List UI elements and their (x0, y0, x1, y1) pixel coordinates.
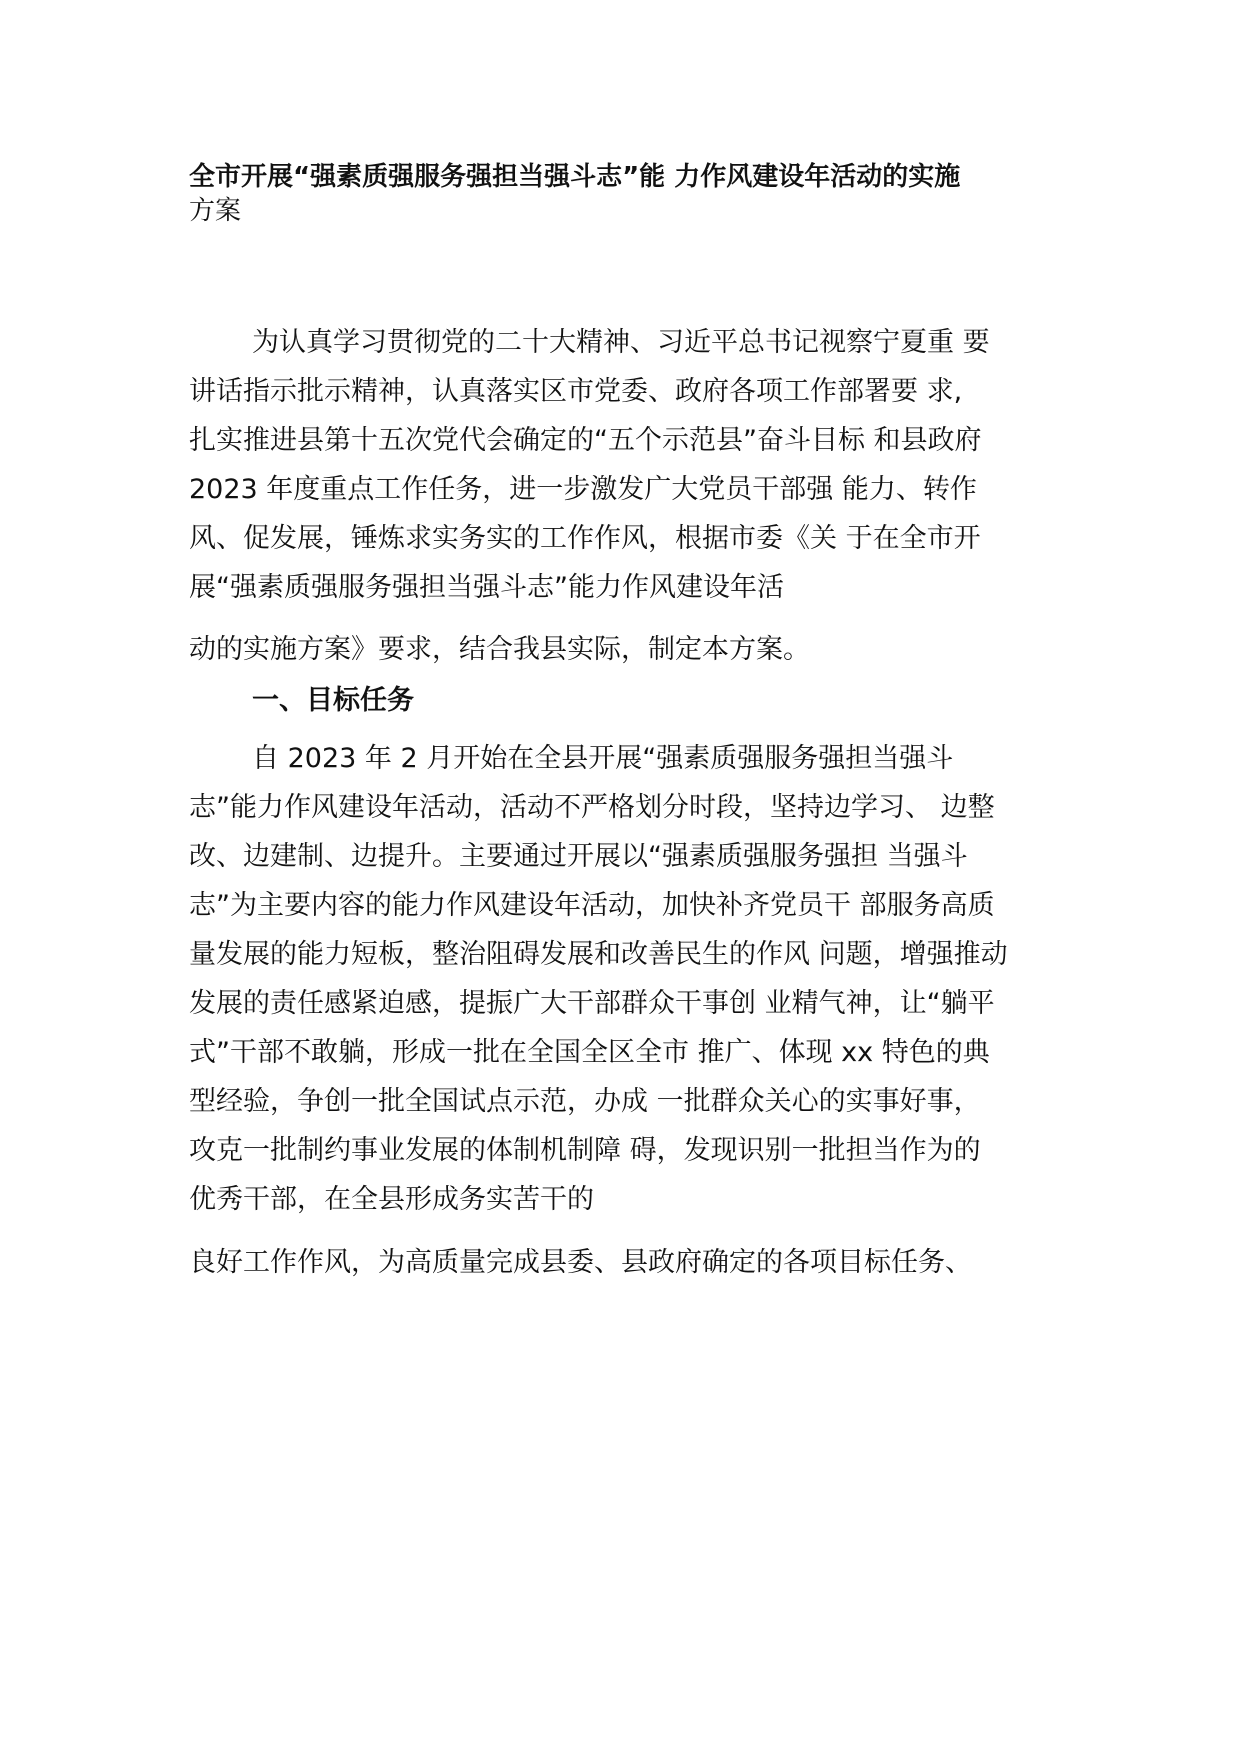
paragraph-line: 攻克一批制约事业发展的体制机制障 碍，发现识别一批担当作为的 (189, 1135, 981, 1166)
paragraph-line: 为认真学习贯彻党的二十大精神、习近平总书记视察宁夏重 要 (252, 327, 990, 358)
document-title: 全市开展“强素质强服务强担当强斗志”能 力作风建设年活动的实施 (189, 162, 961, 192)
paragraph-line: 式”干部不敢躺，形成一批在全国全区全市 推广、体现 xx 特色的典 (189, 1037, 990, 1068)
document-title-continuation: 方案 (189, 196, 242, 226)
paragraph-line: 扎实推进县第十五次党代会确定的“五个示范县”奋斗目标 和县政府 (189, 425, 982, 456)
paragraph-line: 型经验，争创一批全国试点示范，办成 一批群众关心的实事好事， (189, 1086, 981, 1117)
paragraph-line: 风、促发展，锤炼求实务实的工作作风，根据市委《关 于在全市开 (189, 523, 981, 554)
paragraph-line: 动的实施方案》要求，结合我县实际，制定本方案。 (189, 634, 810, 665)
paragraph-line: 展“强素质强服务强担当强斗志”能力作风建设年活 (189, 572, 784, 603)
paragraph-line: 讲话指示批示精神，认真落实区市党委、政府各项工作部署要 求, (189, 376, 963, 407)
paragraph-line: 自 2023 年 2 月开始在全县开展“强素质强服务强担当强斗 (252, 743, 954, 774)
paragraph-line: 改、边建制、边提升。主要通过开展以“强素质强服务强担 当强斗 (189, 841, 968, 872)
paragraph-line: 发展的责任感紧迫感，提振广大干部群众干事创 业精气神，让“躺平 (189, 988, 995, 1019)
paragraph-line: 优秀干部，在全县形成务实苦干的 (189, 1184, 594, 1215)
section-heading: 一、目标任务 (252, 685, 414, 716)
paragraph-line: 志”能力作风建设年活动，活动不严格划分时段，坚持边学习、 边整 (189, 792, 995, 823)
paragraph-line: 2023 年度重点工作任务，进一步激发广大党员干部强 能力、转作 (189, 474, 977, 505)
paragraph-line: 良好工作作风，为高质量完成县委、县政府确定的各项目标任务、 (189, 1247, 972, 1278)
paragraph-line: 量发展的能力短板，整治阻碍发展和改善民生的作风 问题，增强推动 (189, 939, 1008, 970)
paragraph-line: 志”为主要内容的能力作风建设年活动，加快补齐党员干 部服务高质 (189, 890, 995, 921)
